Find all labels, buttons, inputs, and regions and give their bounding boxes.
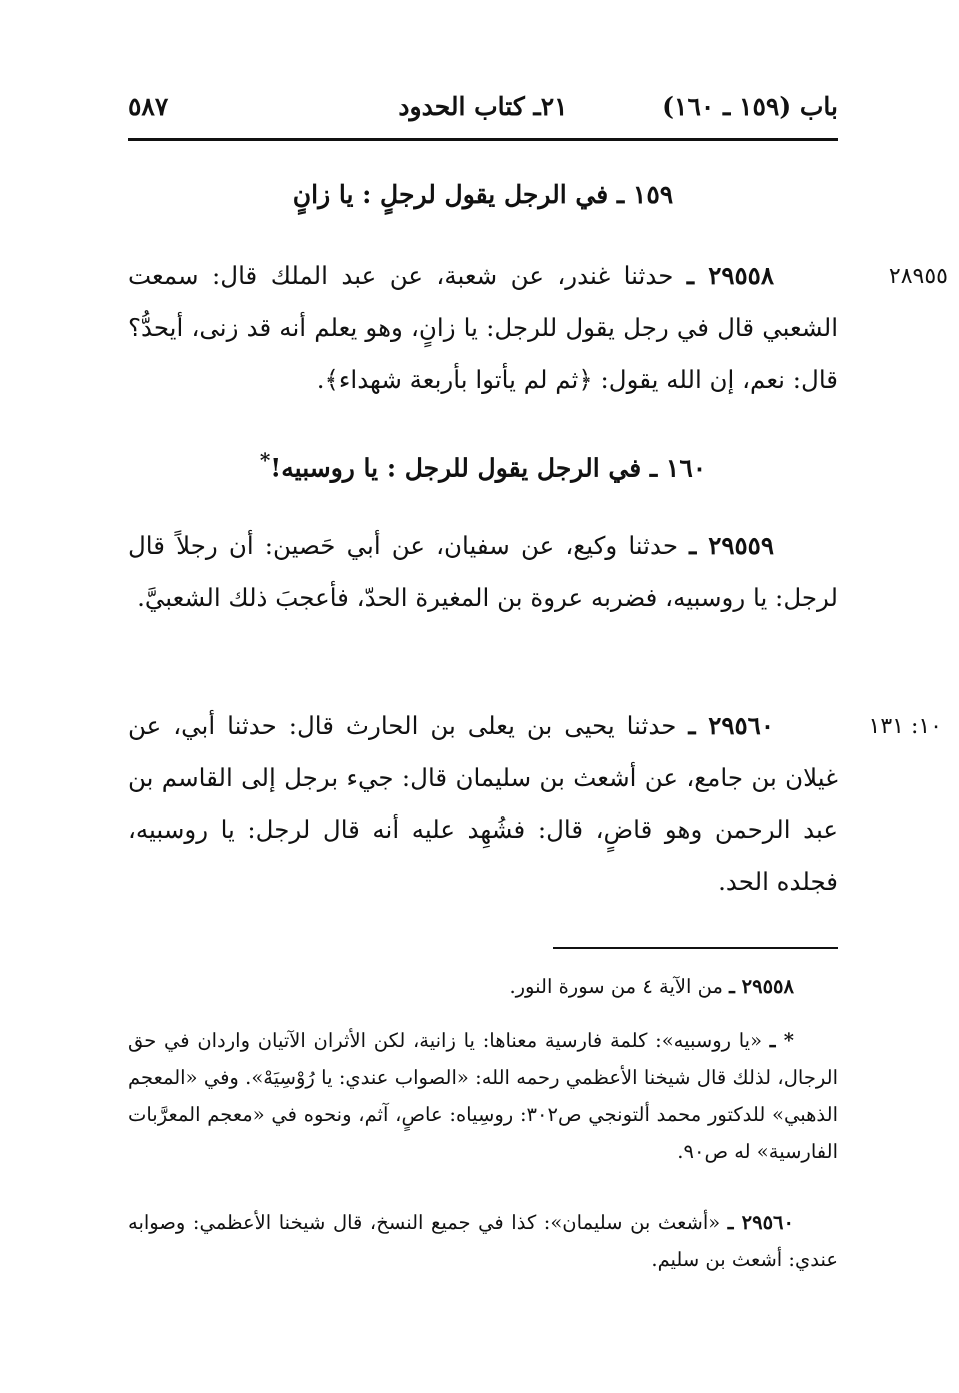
margin-reference: ٢٨٩٥٥ (888, 264, 948, 289)
footnote-text: «أشعث بن سليمان»: كذا في جميع النسخ، قال شيخنا الأعظمي: وصوابه عندي: أشعث بن سليم. (128, 1211, 838, 1271)
hadith-text: حدثنا غندر، عن شعبة، عن عبد الملك قال: سمعت الشعبي قال في رجل يقول للرجل: يا زانٍ، وهو يعلم أنه قد زنى، أيحدُّ؟ قال: نعم، إن الله يقول: ﴿ثم لم يأتوا بأربعة شهداء﴾. (128, 261, 838, 394)
footnote-29558 (128, 968, 838, 1005)
hadith-number: ٢٩٥٦٠ ـ (688, 711, 774, 740)
hadith-number: ٢٩٥٥٨ ـ (686, 261, 774, 290)
hadith-29559 (128, 520, 838, 624)
chapter-range: باب (١٥٩ ـ ١٦٠) (662, 92, 838, 121)
hadith-text: حدثنا يحيى بن يعلى بن الحارث قال: حدثنا أبي، عن غيلان بن جامع، عن أشعث بن سليمان قال: جيء برجل إلى القاسم بن عبد الرحمن وهو قاضٍ، قال: فشُهِد عليه أنه قال لرجل: يا روسبيه، فجلده الحد. (128, 711, 838, 896)
footnote-text: من الآية ٤ من سورة النور. (509, 975, 723, 998)
book-title: ٢١ـ كتاب الحدود (398, 92, 568, 121)
hadith-number: ٢٩٥٥٩ ـ (689, 531, 774, 560)
section-heading-160 (128, 448, 838, 482)
footnote-separator (553, 947, 838, 949)
footnote-29560 (128, 1204, 838, 1278)
footnote-ref: ٢٩٥٥٨ ـ (729, 975, 794, 998)
section-heading-text: ١٥٩ ـ في الرجل يقول لرجلٍ : يا زانٍ (292, 180, 674, 209)
section-heading-159 (128, 180, 838, 209)
hadith-29558 (128, 250, 838, 406)
footnote-star (128, 1022, 838, 1170)
hadith-text: حدثنا وكيع، عن سفيان، عن أبي حَصين: أن رجلاً قال لرجل: يا روسبيه، فضربه عروة بن المغيرة الحدّ، فأعجبَ ذلك الشعبيَّ. (128, 531, 838, 612)
page-number: ٥٨٧ (128, 92, 169, 121)
hadith-29560 (128, 700, 838, 908)
footnote-ref: ٢٩٥٦٠ ـ (727, 1211, 794, 1234)
header-rule (128, 138, 838, 141)
margin-reference: ١٠: ١٣١ (868, 714, 942, 739)
footnote-ref: * ـ (769, 1029, 794, 1052)
running-header (128, 92, 838, 136)
section-heading-text: ١٦٠ ـ في الرجل يقول للرجل : يا روسبيه! (270, 453, 707, 483)
footnote-marker: * (259, 448, 271, 472)
footnote-text: «يا روسبيه»: كلمة فارسية معناها: يا زانية، لكن الأثران الآتيان واردان في حق الرجال، لذلك قال شيخنا الأعظمي رحمه الله: «الصواب عندي: يا رُوْسِيَهْ». وفي «المعجم الذهبي» للدكتور محمد ألتونجي ص٣٠٢: روسِياه: عاصٍ، آثم، ونحوه في «معجم المعرَّبات الفارسية» له ص٩٠. (128, 1029, 838, 1163)
